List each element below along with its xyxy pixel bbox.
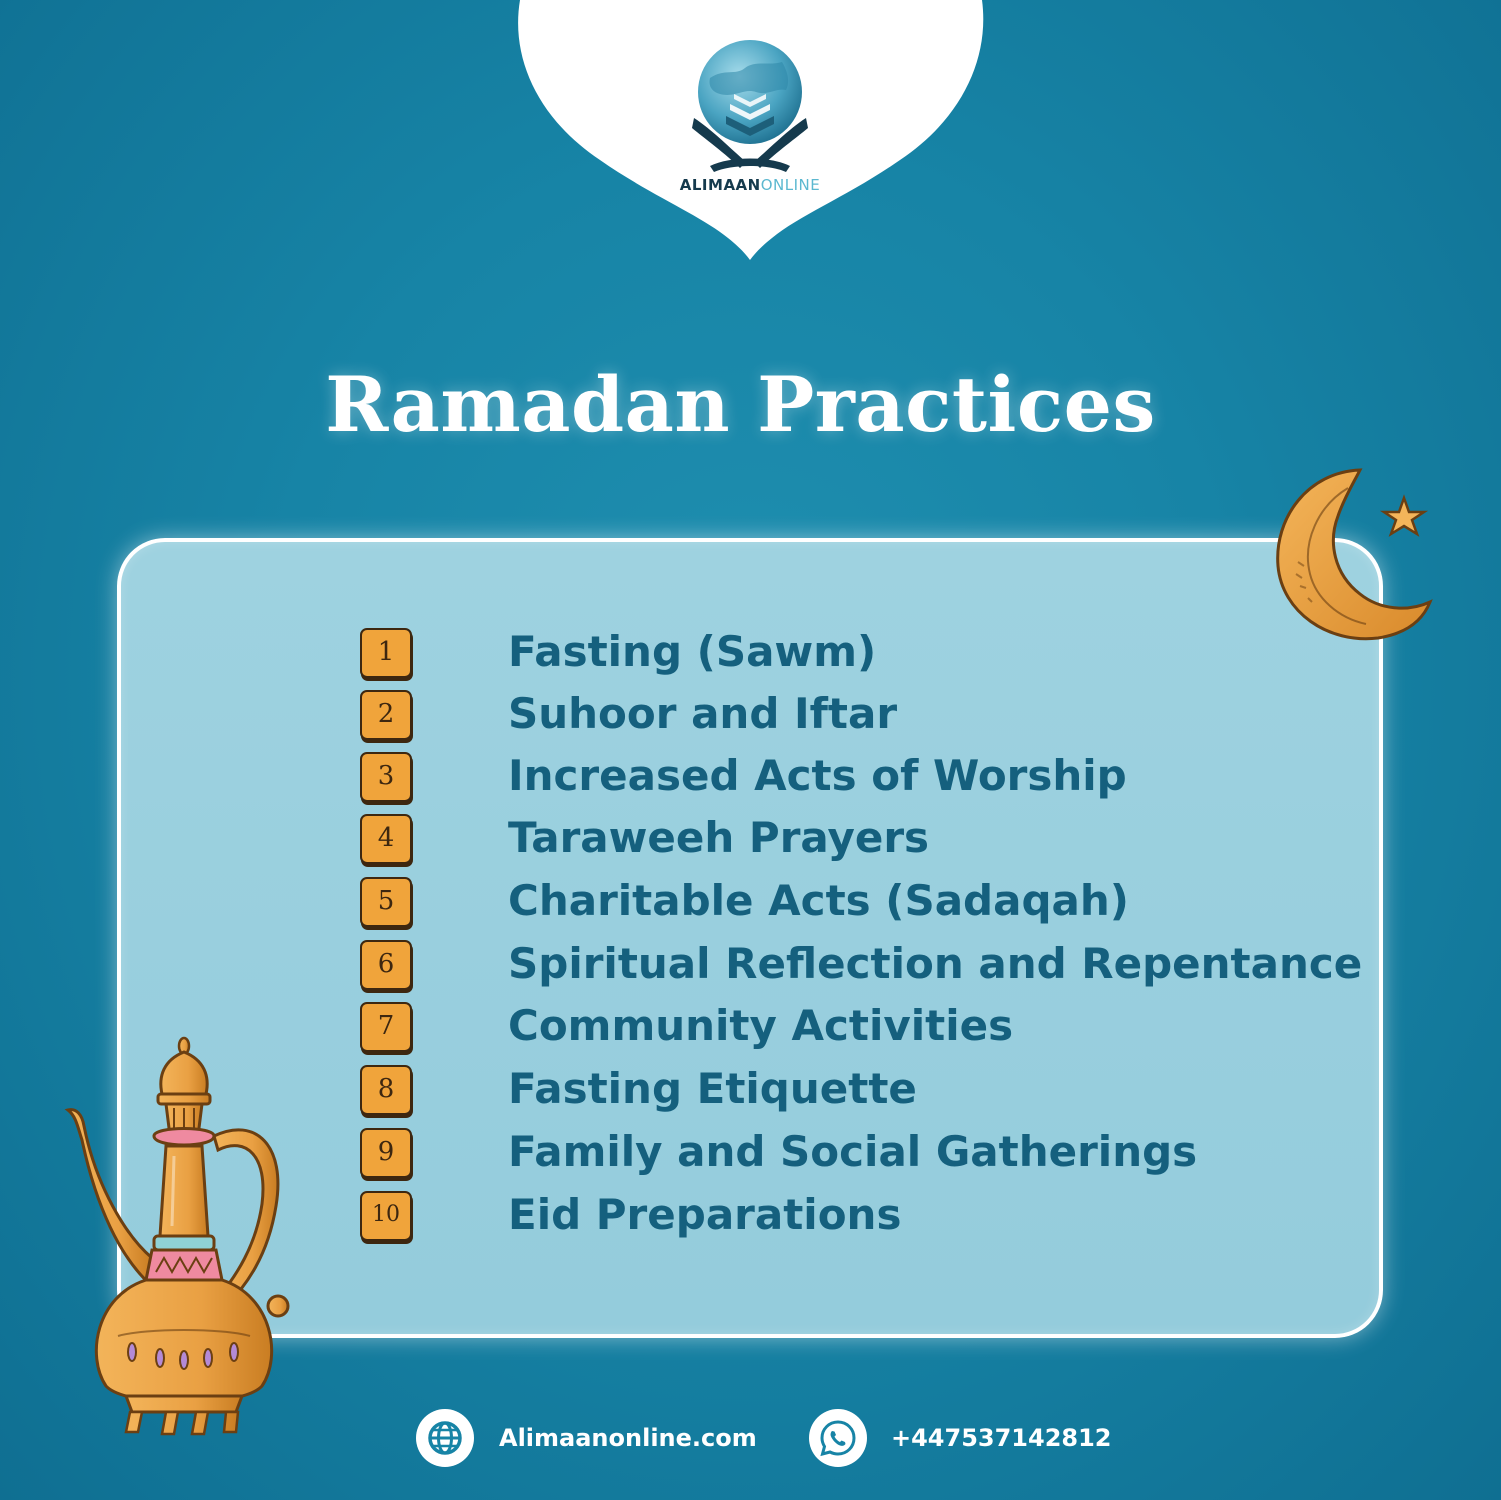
number-badge: 3 — [360, 752, 412, 802]
list-item — [360, 996, 1360, 1056]
number-badge: 7 — [360, 1002, 412, 1052]
ornate-lantern-pitcher-icon — [56, 1036, 292, 1446]
practice-label: Taraweeh Prayers — [508, 813, 930, 862]
list-item — [360, 684, 1360, 744]
globe-logo-icon — [690, 38, 810, 178]
number-badge: 10 — [360, 1191, 412, 1241]
list-item — [360, 1185, 1360, 1245]
practice-label: Spiritual Reflection and Repentance — [508, 939, 1363, 988]
practice-label: Community Activities — [508, 1001, 1014, 1050]
list-item — [360, 1059, 1360, 1119]
practice-label: Eid Preparations — [508, 1190, 902, 1239]
number-badge: 5 — [360, 877, 412, 927]
practice-label: Fasting (Sawm) — [508, 627, 877, 676]
page-title: Ramadan Practices — [325, 360, 1156, 449]
practice-label: Increased Acts of Worship — [508, 751, 1127, 800]
practice-label: Fasting Etiquette — [508, 1064, 917, 1113]
list-item — [360, 808, 1360, 868]
globe-icon[interactable] — [416, 1409, 474, 1467]
number-badge: 2 — [360, 690, 412, 740]
phone-number[interactable]: +447537142812 — [891, 1424, 1112, 1452]
list-item — [360, 1122, 1360, 1182]
practice-label: Charitable Acts (Sadaqah) — [508, 876, 1129, 925]
website-link[interactable]: Alimaanonline.com — [499, 1424, 757, 1452]
list-item — [360, 622, 1360, 682]
crescent-moon-star-icon — [1268, 462, 1438, 648]
number-badge: 4 — [360, 814, 412, 864]
practice-label: Family and Social Gatherings — [508, 1127, 1198, 1176]
whatsapp-icon[interactable] — [809, 1409, 867, 1467]
number-badge: 1 — [360, 628, 412, 678]
number-badge: 8 — [360, 1065, 412, 1115]
brand-name: ALIMAANONLINE — [679, 176, 821, 194]
practice-label: Suhoor and Iftar — [508, 689, 898, 738]
number-badge: 9 — [360, 1128, 412, 1178]
list-item — [360, 746, 1360, 806]
list-item — [360, 934, 1363, 994]
list-item — [360, 871, 1360, 931]
number-badge: 6 — [360, 940, 412, 990]
